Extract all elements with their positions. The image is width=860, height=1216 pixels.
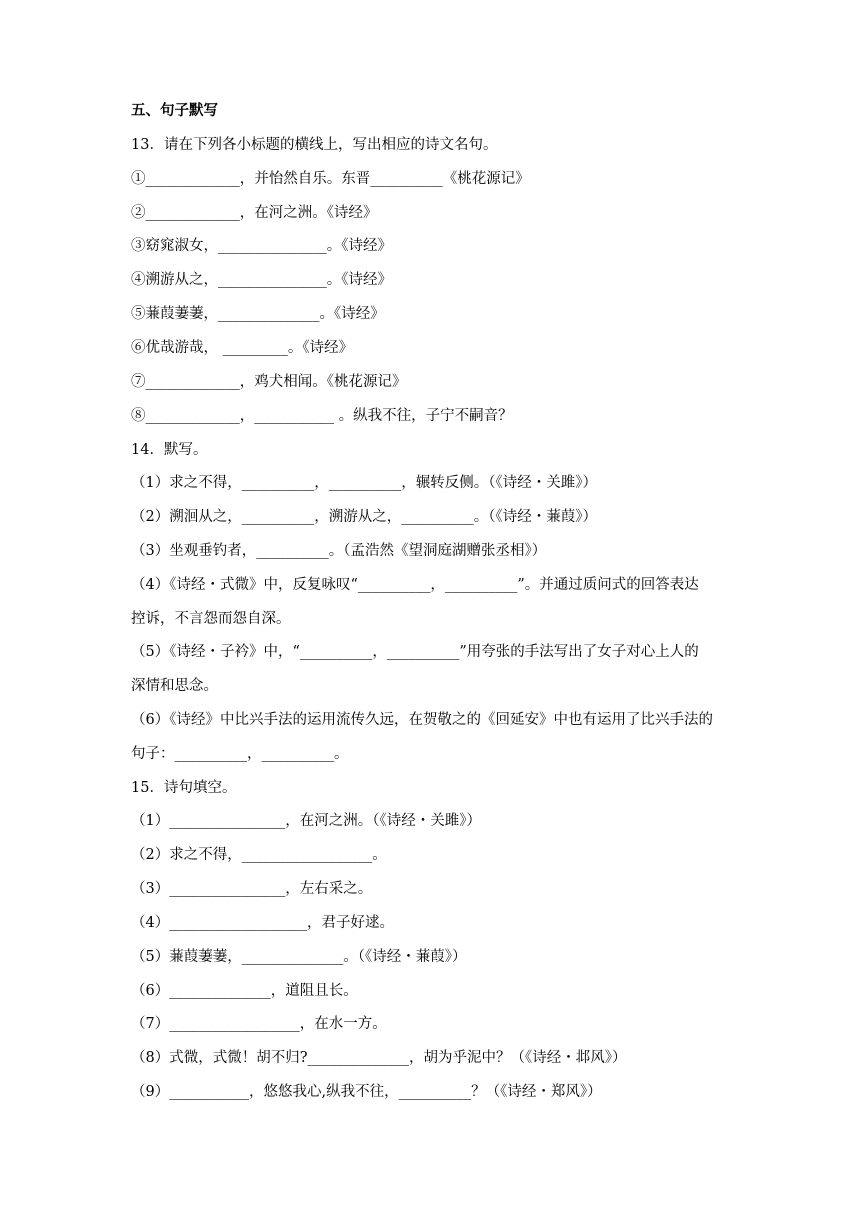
q14-item-4-cont: 控诉，不言怨而怨自深。 (131, 611, 291, 627)
q15-item-6: （6）______________，道阻且长。 (131, 983, 358, 999)
section-heading: 五、句子默写 (131, 103, 218, 119)
q13-item-2: ②_____________，在河之洲。《诗经》 (131, 205, 378, 221)
question-15-stem: 15．诗句填空。 (131, 780, 237, 796)
q13-item-1: ①_____________，并怡然自乐。东晋__________《桃花源记》 (131, 171, 530, 187)
q13-item-5: ⑤蒹葭萋萋，______________。《诗经》 (131, 306, 385, 322)
q15-item-3: （3）________________，左右采之。 (131, 881, 373, 897)
q13-item-7: ⑦_____________，鸡犬相闻。《桃花源记》 (131, 374, 407, 390)
q15-item-1: （1）________________，在河之洲。（《诗经・关雎》） (131, 813, 481, 829)
q15-item-9: （9）___________，悠悠我心,纵我不往，__________？（《诗经・郑风》） (131, 1084, 602, 1100)
question-14-stem: 14．默写。 (131, 442, 208, 458)
q14-item-5: （5）《诗经・子衿》中，“__________，__________”用夸张的手法写出了女子对心上人的 (131, 644, 699, 660)
q13-item-3: ③窈窕淑女，_______________。《诗经》 (131, 238, 392, 254)
q14-item-4: （4）《诗经・式微》中，反复咏叹“__________，__________”。并通过质问式的回答表达 (131, 577, 699, 593)
q14-item-3: （3）坐观垂钓者，__________。（孟浩然《望洞庭湖赠张丞相》） (131, 543, 547, 559)
q13-item-8: ⑧_____________，___________ 。纵我不往，子宁不嗣音？ (131, 408, 513, 424)
q14-item-6: （6）《诗经》中比兴手法的运用流传久远，在贺敬之的《回延安》中也有运用了比兴手法的 (131, 712, 713, 728)
q14-item-1: （1）求之不得，__________，__________，辗转反侧。（《诗经・关雎》） (131, 475, 597, 491)
q13-item-6: ⑥优哉游哉， _________。《诗经》 (131, 340, 354, 356)
q15-item-4: （4）___________________，君子好逑。 (131, 915, 394, 931)
q15-item-2: （2）求之不得，__________________。 (131, 847, 387, 863)
q13-item-4: ④溯游从之，_______________。《诗经》 (131, 272, 392, 288)
q14-item-2: （2）溯洄从之，__________，溯游从之，__________。（《诗经・蒹葭》） (131, 509, 597, 525)
q14-item-6-cont: 句子：__________，__________。 (131, 746, 349, 762)
q15-item-5: （5）蒹葭萋萋，______________。（《诗经・蒹葭》） (131, 949, 467, 965)
q14-item-5-cont: 深情和思念。 (131, 678, 218, 694)
question-13-stem: 13．请在下列各小标题的横线上，写出相应的诗文名句。 (131, 137, 498, 153)
q15-item-8: （8）式微，式微！胡不归?______________，胡为乎泥中？（《诗经・邶风》） (131, 1050, 627, 1066)
q15-item-7: （7）__________________，在水一方。 (131, 1016, 387, 1032)
